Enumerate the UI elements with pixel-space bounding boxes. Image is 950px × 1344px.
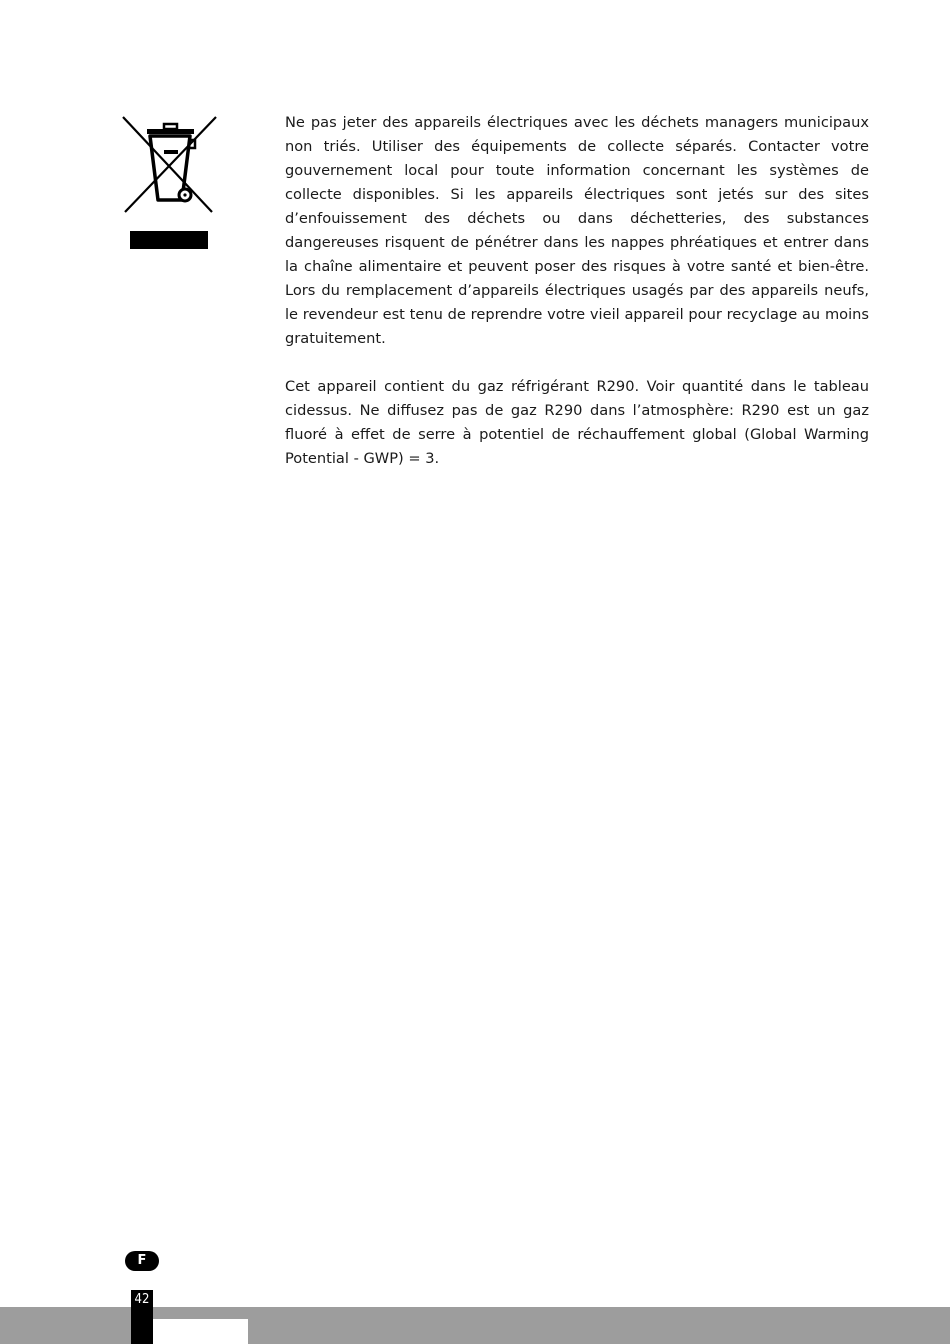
weee-symbol [118,112,222,254]
footer-white-strip [153,1319,248,1344]
crossed-out-wheeled-bin-icon [118,112,222,254]
refrigerant-paragraph: Cet appareil contient du gaz réfrigérant R290. Voir quantité dans le tableau cidessus. Ne diffusez pas de gaz R290 dans l’atmosphère: R290 est un gaz fluoré à effet de serre à potentiel de réchauffement global (Global Warming Potential - GWP) = 3. [285,378,869,467]
disposal-text [285,111,869,495]
page-number: 42 [134,1292,150,1307]
weee-disposal-paragraph: Ne pas jeter des appareils électriques avec les déchets managers municipaux non triés. Utiliser des équipements de collecte séparés. Contacter votre gouvernement local pour toute information concernant les systèmes de collecte disponibles. Si les appareils électriques sont jetés sur des sites d’enfouissement des déchets ou dans déchetteries, des substances dangereuses risquent de pénétrer dans les nappes phréatiques et entrer dans la chaîne alimentaire et peuvent poser des risques à votre santé et bien-être. Lors du remplacement d’appareils électriques usagés par des appareils neufs, le revendeur est tenu de reprendre votre vieil appareil pour recyclage au moins gratuitement. [285,114,869,347]
language-badge: F [125,1251,159,1271]
